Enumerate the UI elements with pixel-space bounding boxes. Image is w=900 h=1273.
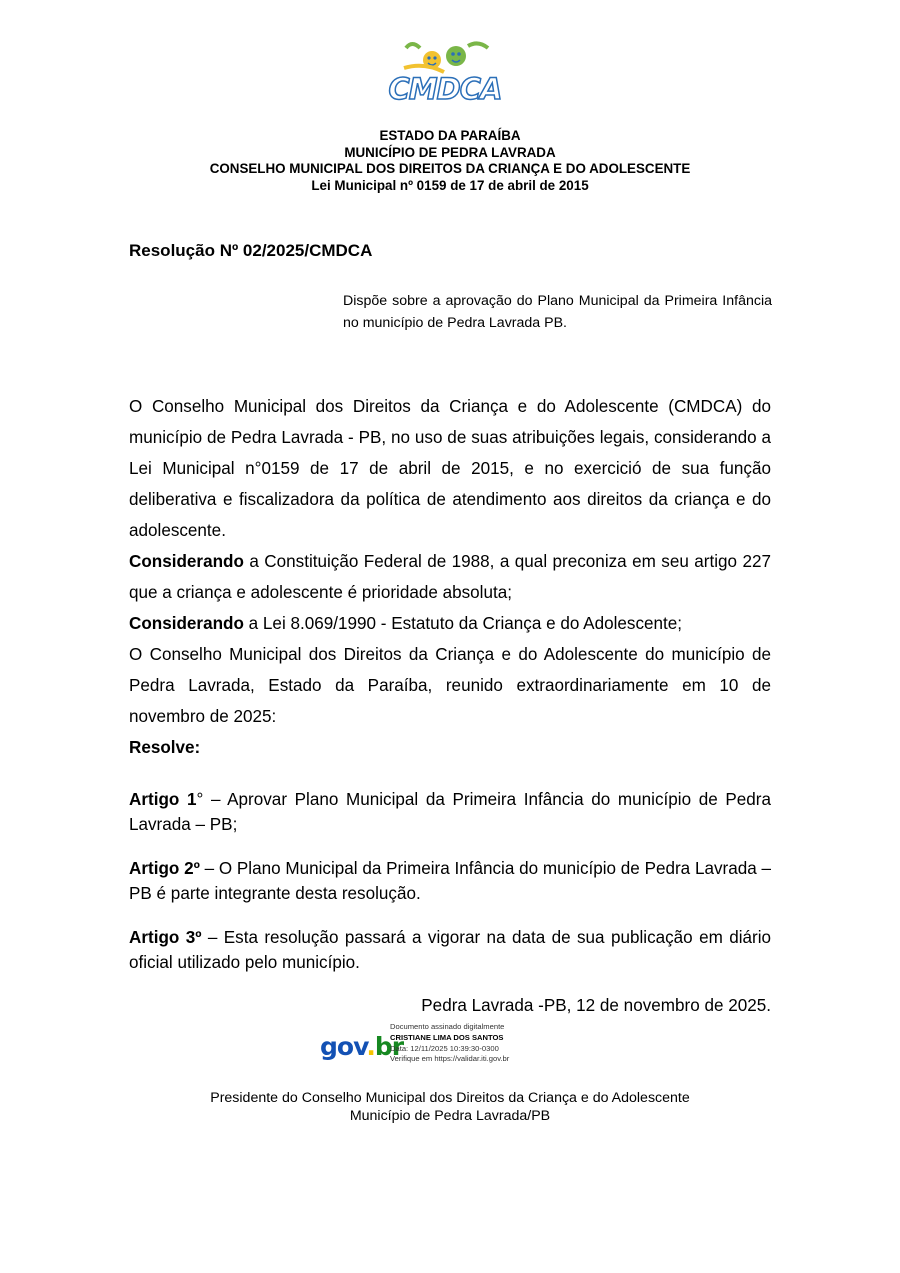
meeting-paragraph: O Conselho Municipal dos Direitos da Criança e do Adolescente do município de Pedra Lavrada, Estado da Paraíba, reunido extraordinariamente em 10 de novembro de 2025: [129,645,771,726]
articles [129,788,771,995]
considering-paragraph-2 [129,608,771,639]
resolve-label: Resolve: [129,738,201,757]
cmdca-logo-text: CMDCA [388,72,502,106]
article-text: – Esta resolução passará a vigorar na data de sua publicação em diário oficial utilizado pelo município. [129,928,772,972]
signature-date: Data: 12/11/2025 10:39:30-0300 [390,1043,499,1053]
place-and-date: Pedra Lavrada -PB, 12 de novembro de 2025. [421,996,771,1015]
resolution-summary: Dispõe sobre a aprovação do Plano Municipal da Primeira Infância no município de Pedra Lavrada PB. [343,293,772,331]
considering-text: a Constituição Federal de 1988, a qual preconiza em seu artigo 227 que a criança e adolescente é prioridade absoluta; [129,552,771,602]
article-degree: ° [196,790,204,809]
govbr-logo-br: br [374,1032,404,1061]
article-2 [129,857,771,906]
article-text: – Aprovar Plano Municipal da Primeira Infância do município de Pedra Lavrada – PB; [129,790,771,834]
resolution-body [129,391,771,763]
signer-role [0,1089,900,1125]
cmdca-logo [384,38,506,110]
signer-name: CRISTIANE LIMA DOS SANTOS [390,1032,504,1042]
digital-signature-stamp [320,1022,550,1074]
govbr-logo-dot: . [366,1032,375,1061]
resolution-title: Resolução Nº 02/2025/CMDCA [129,241,373,260]
header-council: CONSELHO MUNICIPAL DOS DIREITOS DA CRIANÇA E DO ADOLESCENTE [209,161,691,176]
signer-municipality: Município de Pedra Lavrada/PB [349,1108,551,1124]
article-label: Artigo 1 [129,790,197,809]
article-label: Artigo 2º [129,859,200,878]
signature-caption: Documento assinado digitalmente [390,1022,505,1031]
article-3 [129,926,771,975]
considering-label: Considerando [129,552,244,571]
article-text: – O Plano Municipal da Primeira Infância do município de Pedra Lavrada – PB é parte integrante desta resolução. [129,859,771,903]
intro-paragraph: O Conselho Municipal dos Direitos da Criança e do Adolescente (CMDCA) do município de Pedra Lavrada - PB, no uso de suas atribuições legais, considerando a Lei Municipal n°0159 de 17 de abril de 2015, e no exercició de sua função deliberativa e fiscalizadora da política de atendimento aos direitos da criança e do adolescente. [129,397,771,540]
signature-details [390,1022,509,1065]
considering-paragraph-1 [129,546,771,608]
article-1 [129,788,771,837]
header-municipality: MUNICÍPIO DE PEDRA LAVRADA [344,144,556,160]
signer-title: Presidente do Conselho Municipal dos Direitos da Criança e do Adolescente [210,1090,690,1106]
article-label: Artigo 3º [129,928,202,947]
document-header [0,128,900,194]
header-state: ESTADO DA PARAÍBA [379,128,521,143]
govbr-logo-gov: gov [320,1032,367,1061]
considering-label: Considerando [129,614,244,633]
header-law: Lei Municipal nº 0159 de 17 de abril de 2015 [311,177,589,193]
resolve-heading [129,732,771,763]
considering-text: a Lei 8.069/1990 - Estatuto da Criança e do Adolescente; [243,614,683,633]
signature-verify-link[interactable]: Verifique em https://validar.iti.gov.br [390,1054,510,1064]
